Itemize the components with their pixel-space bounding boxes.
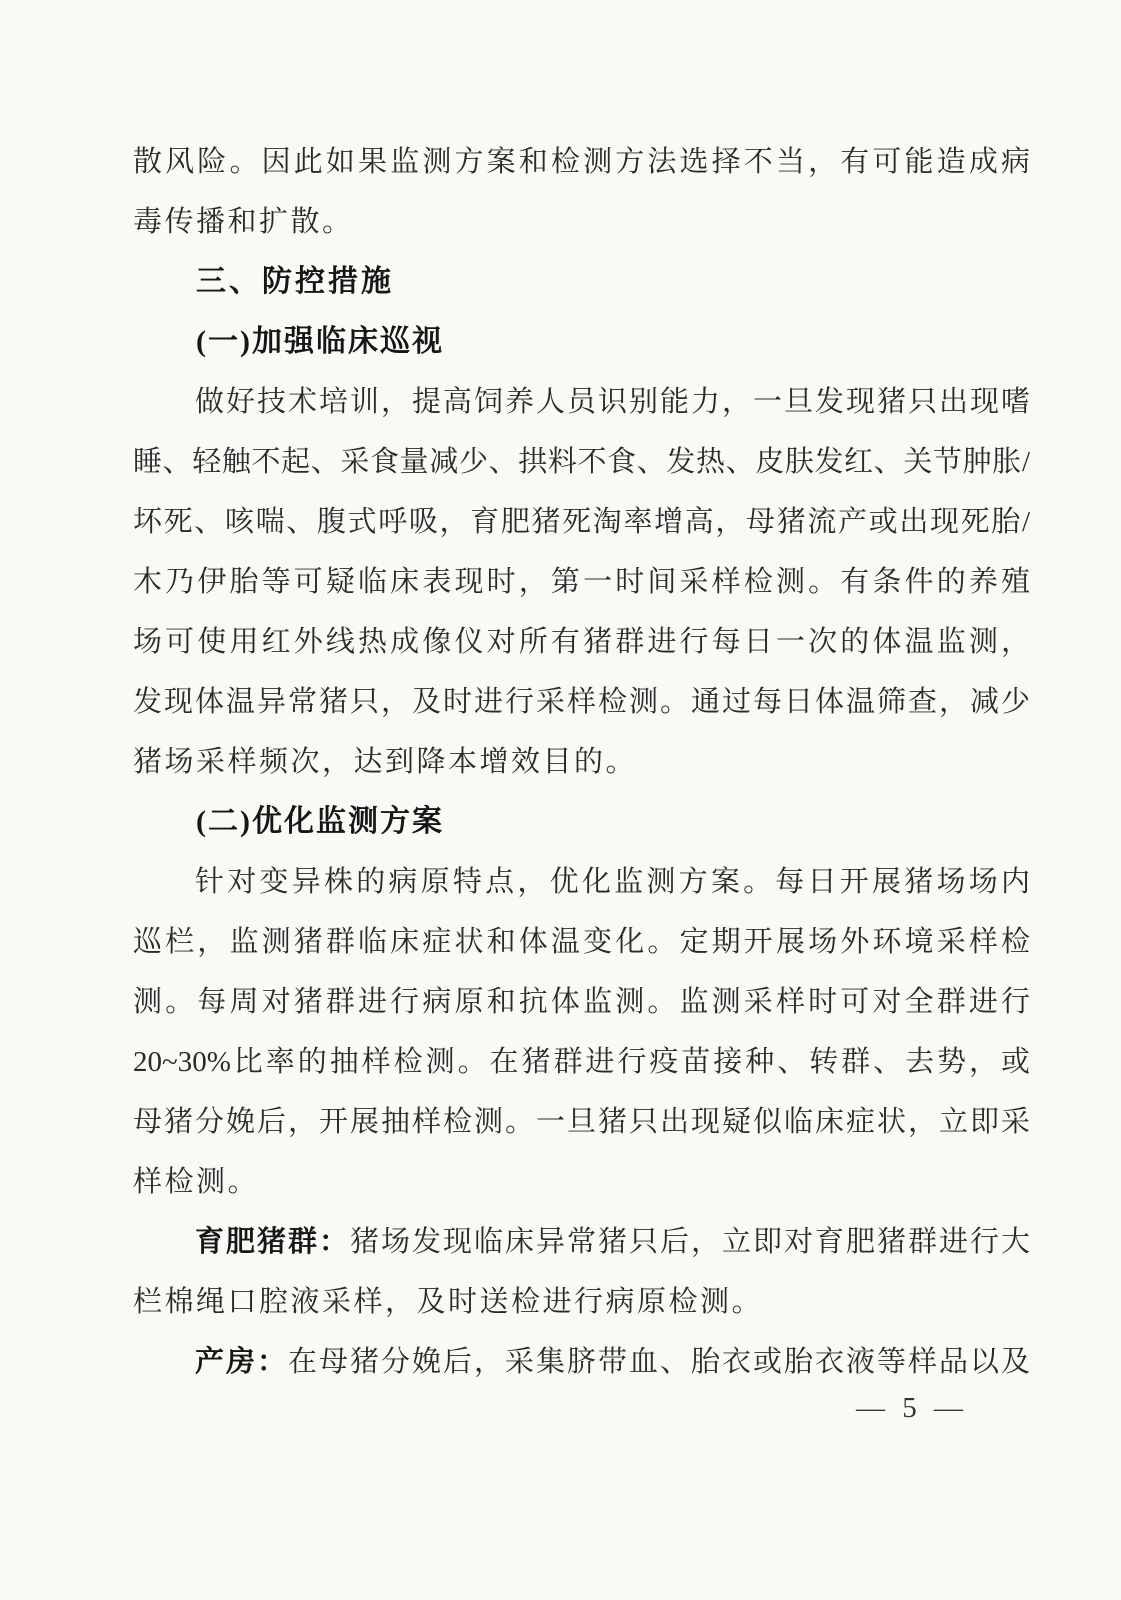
paragraph-lead-bold: 育肥猪群： <box>195 1226 350 1258</box>
text-line: 场可使用红外线热成像仪对所有猪群进行每日一次的体温监测， <box>133 626 1030 658</box>
text-line: 栏棉绳口腔液采样，及时送检进行病原检测。 <box>133 1286 764 1318</box>
text-run: 猪场发现临床异常猪只后，立即对育肥猪群进行大 <box>350 1226 1030 1258</box>
text-line: 木乃伊胎等可疑临床表现时，第一时间采样检测。有条件的养殖 <box>133 566 1030 598</box>
text-line: 母猪分娩后，开展抽样检测。一旦猪只出现疑似临床症状，立即采 <box>133 1106 1030 1138</box>
text-line: 毒传播和扩散。 <box>133 206 354 238</box>
text-line: 坏死、咳喘、腹式呼吸，育肥猪死淘率增高，母猪流产或出现死胎/ <box>133 506 1030 538</box>
text-line: 散风险。因此如果监测方案和检测方法选择不当，有可能造成病 <box>133 146 1030 178</box>
text-line: 睡、轻触不起、采食量减少、拱料不食、发热、皮肤发红、关节肿胀/ <box>133 446 1030 478</box>
subsection-heading-2: (二)优化监测方案 <box>196 805 444 838</box>
subsection-heading-1: (一)加强临床巡视 <box>196 325 444 358</box>
text-line <box>133 1212 1030 1272</box>
text-line: 20~30%比率的抽样检测。在猪群进行疫苗接种、转群、去势，或 <box>133 1046 1030 1078</box>
document-content-column <box>133 132 1030 1392</box>
paragraph-lead-bold: 产房： <box>195 1346 288 1378</box>
text-line: 测。每周对猪群进行病原和抗体监测。监测采样时可对全群进行 <box>133 986 1030 1018</box>
text-line: 猪场采样频次，达到降本增效目的。 <box>133 746 638 778</box>
section-heading: 三、防控措施 <box>196 265 394 298</box>
text-line: 针对变异株的病原特点，优化监测方案。每日开展猪场场内 <box>195 866 1030 898</box>
text-run: 在母猪分娩后，采集脐带血、胎衣或胎衣液等样品以及 <box>288 1346 1030 1378</box>
text-line: 巡栏，监测猪群临床症状和体温变化。定期开展场外环境采样检 <box>133 926 1030 958</box>
page-number: — 5 — <box>856 1392 968 1424</box>
text-line: 发现体温异常猪只，及时进行采样检测。通过每日体温筛查，减少 <box>133 686 1030 718</box>
text-line: 样检测。 <box>133 1166 260 1198</box>
text-line: 做好技术培训，提高饲养人员识别能力，一旦发现猪只出现嗜 <box>195 386 1030 418</box>
